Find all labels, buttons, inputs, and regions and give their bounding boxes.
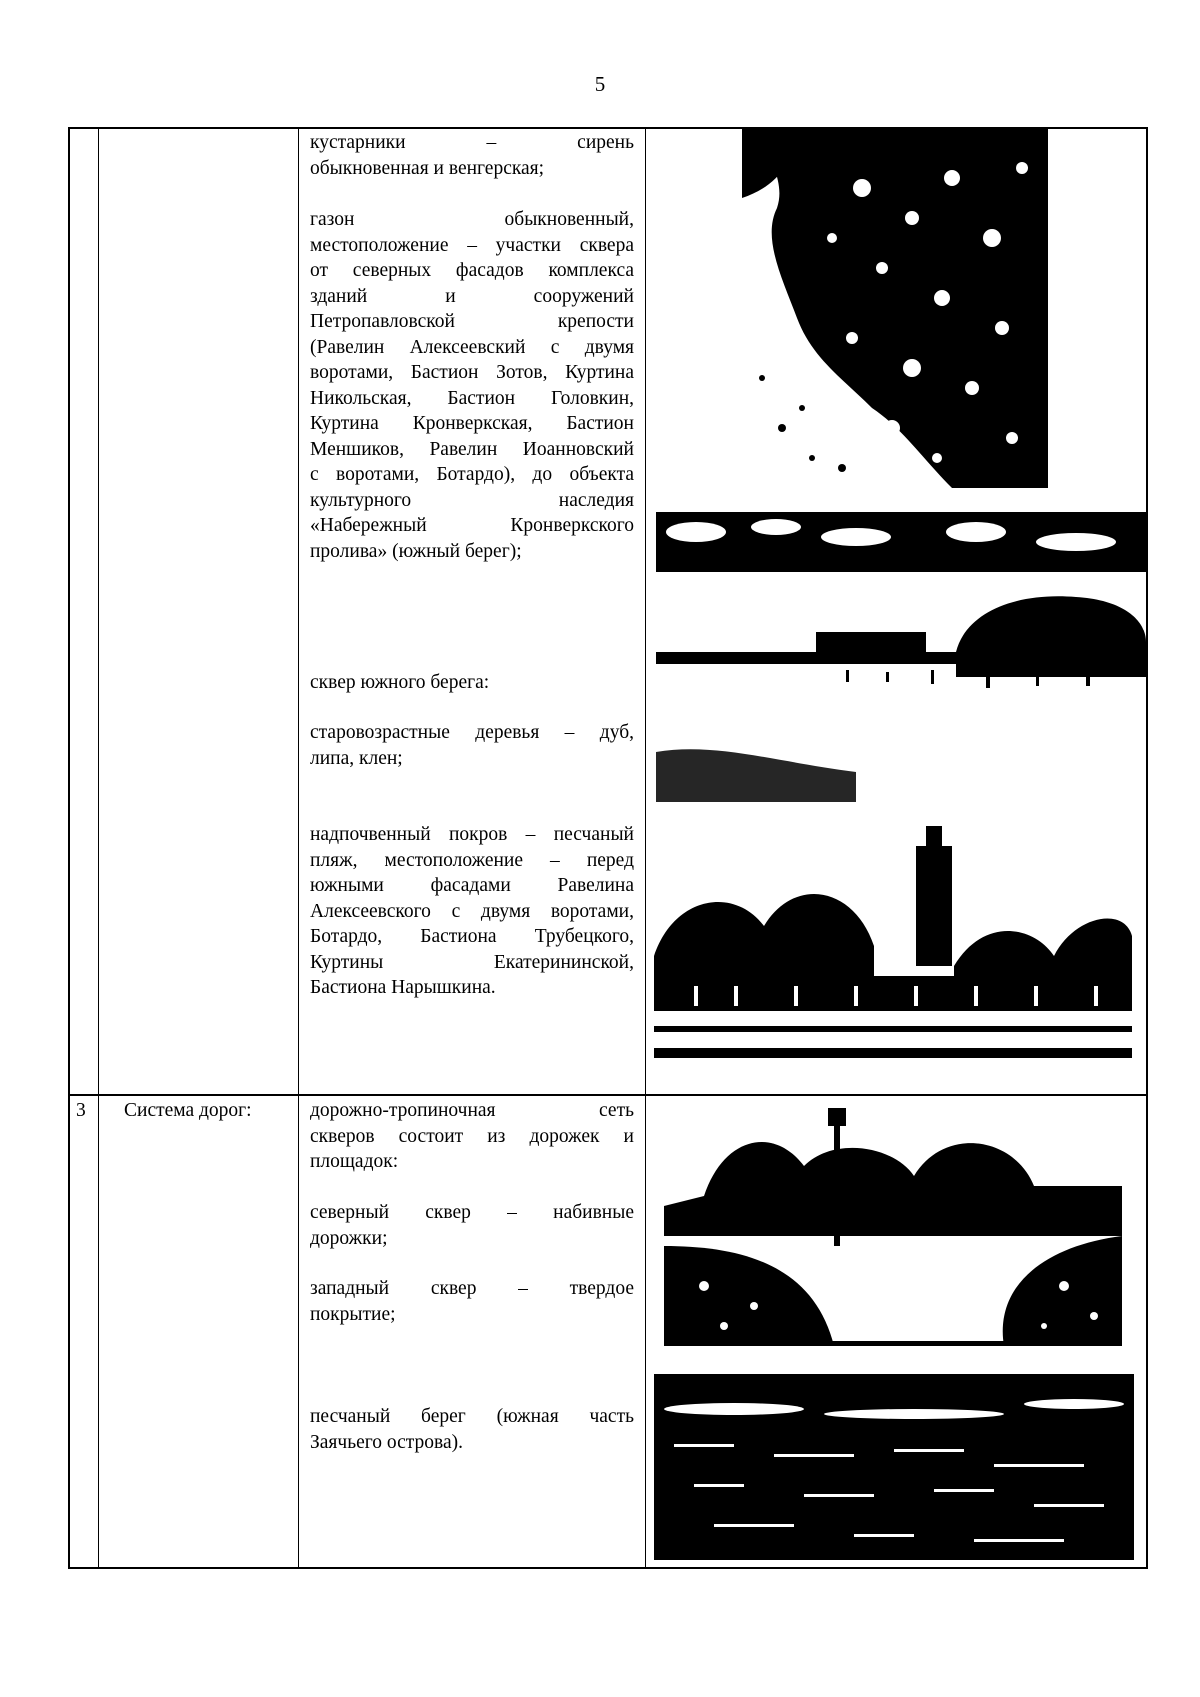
row-number: 3 (76, 1100, 86, 1121)
text-line: обыкновенная и венгерская; (310, 157, 545, 179)
text-line: кустарники – сирень (310, 132, 634, 153)
text-line: надпочвенный покров – песчаный (310, 824, 634, 845)
text-line: культурного наследия (310, 489, 634, 511)
photo-fortress-view (654, 826, 1132, 1058)
paragraph-old-trees (310, 720, 634, 771)
text-line: Алексеевского с двумя воротами, (310, 900, 634, 922)
text-line: (Равелин Алексеевский с двумя (310, 336, 634, 358)
paragraph-sand-shore (310, 1404, 634, 1455)
text-line: сквер южного берега: (310, 672, 490, 693)
photo-beach-panorama (656, 512, 1146, 802)
paragraph-shrubs (310, 130, 634, 181)
row-name: Система дорог: (124, 1100, 252, 1121)
text-line: северный сквер – набивные (310, 1202, 634, 1223)
text-line: Никольская, Бастион Головкин, (310, 387, 634, 409)
paragraph-south-square (310, 670, 634, 696)
table-border-right (1146, 127, 1148, 1569)
text-line: Ботардо, Бастиона Трубецкого, (310, 926, 634, 947)
text-line: Куртины Екатерининской, (310, 951, 634, 973)
text-line: западный сквер – твердое (310, 1278, 634, 1299)
description-cell (310, 130, 634, 181)
text-line: липа, клен; (310, 747, 403, 769)
text-line: Бастиона Нарышкина. (310, 977, 496, 998)
text-line: пляж, местоположение – перед (310, 849, 634, 871)
table-border-left (68, 127, 70, 1569)
text-line: Меншиков, Равелин Иоанновский (310, 438, 634, 460)
text-line: Куртина Кронверкская, Бастион (310, 413, 634, 434)
photo-sand-shore (654, 1374, 1134, 1560)
text-line: дорожно-тропиночная сеть (310, 1100, 634, 1121)
page-number: 5 (594, 72, 606, 96)
text-line: Заячьего острова). (310, 1431, 464, 1453)
photo-lilac-bush (742, 128, 1048, 488)
text-line: дорожки; (310, 1227, 388, 1249)
text-line: «Набережный Кронверкского (310, 515, 634, 536)
paragraph-west-square (310, 1276, 634, 1327)
column-divider (645, 127, 646, 1569)
paragraph-ground-cover (310, 822, 634, 1001)
text-line: зданий и сооружений (310, 285, 634, 307)
text-line: воротами, Бастион Зотов, Куртина (310, 362, 634, 383)
text-line: Петропавловской крепости (310, 311, 634, 332)
paragraph-lawn (310, 207, 634, 564)
paragraph-north-square (310, 1200, 634, 1251)
text-line: песчаный берег (южная часть (310, 1406, 634, 1427)
text-line: южными фасадами Равелина (310, 875, 634, 896)
table-border-bottom (68, 1567, 1148, 1569)
text-line: с воротами, Ботардо), до объекта (310, 464, 634, 485)
column-divider (98, 127, 99, 1569)
text-line: старовозрастные деревья – дуб, (310, 722, 634, 743)
text-line: от северных фасадов комплекса (310, 260, 634, 281)
text-line: скверов состоит из дорожек и (310, 1125, 634, 1147)
paragraph-path-network (310, 1098, 634, 1175)
text-line: газон обыкновенный, (310, 209, 634, 230)
text-line: покрытие; (310, 1303, 396, 1325)
photo-alley-lamp (664, 1096, 1122, 1346)
text-line: пролива» (южный берег); (310, 540, 522, 562)
column-divider (298, 127, 299, 1569)
text-line: местоположение – участки сквера (310, 234, 634, 256)
text-line: площадок: (310, 1151, 399, 1172)
